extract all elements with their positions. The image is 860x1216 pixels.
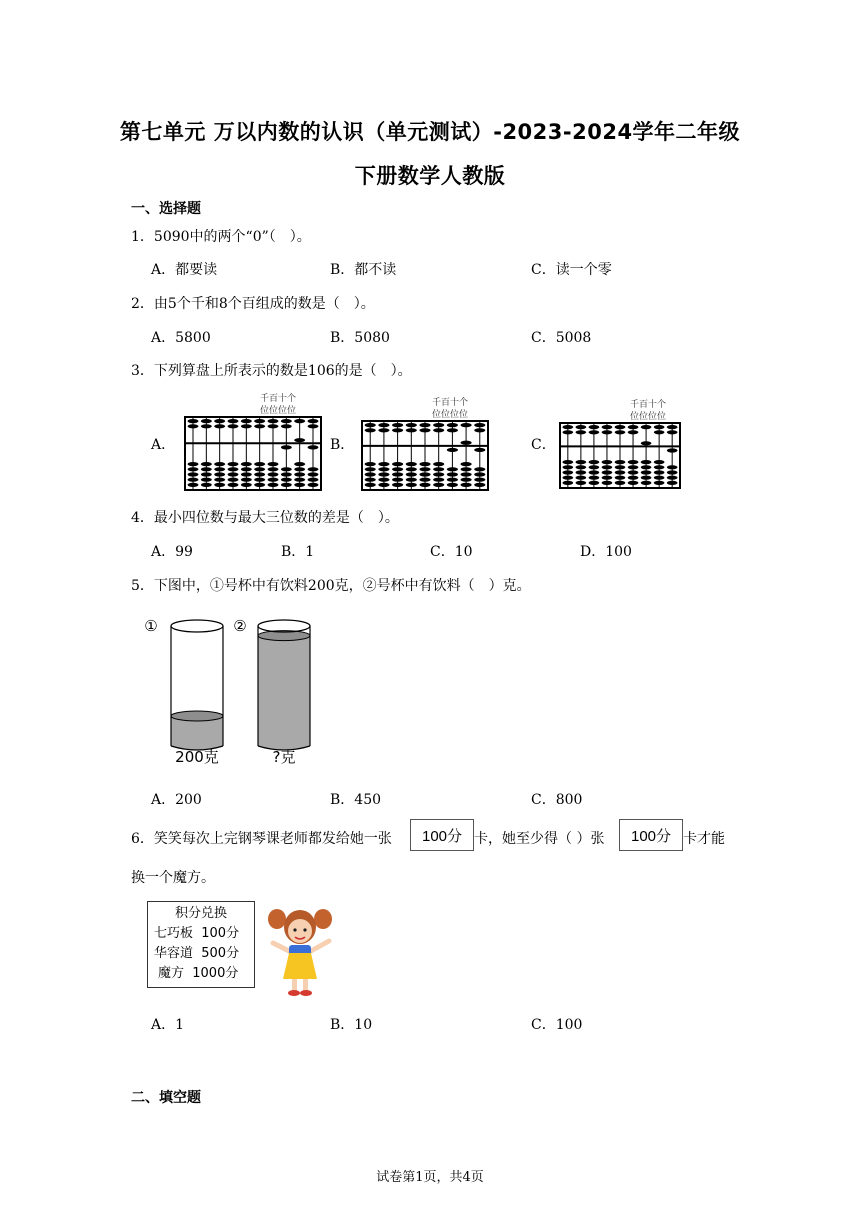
abacus-bead [214, 478, 225, 482]
abacus-bead [201, 419, 212, 423]
abacus-bead [447, 472, 458, 476]
abacus-bead [474, 472, 485, 476]
exchange-title: 积分兑换 [174, 906, 227, 921]
question-6-option-a[interactable]: A．1 [151, 1017, 185, 1033]
abacus-bead [294, 438, 305, 442]
abacus-bead [641, 465, 652, 469]
abacus-bead [294, 419, 305, 423]
abacus-bead [201, 467, 212, 471]
abacus-bead [602, 481, 613, 485]
abacus-bead [615, 465, 626, 469]
abacus-bead [447, 467, 458, 471]
abacus-bead [589, 470, 600, 474]
question-3-option-c[interactable]: C． [531, 437, 556, 453]
abacus-bead [188, 472, 199, 476]
question-3-option-b[interactable]: B． [330, 437, 355, 453]
abacus-bead [241, 462, 252, 466]
abacus-c [558, 398, 682, 494]
abacus-bead [419, 423, 430, 427]
abacus-bead [628, 425, 639, 429]
abacus-bead [214, 419, 225, 423]
abacus-bead [241, 472, 252, 476]
abacus-bead [474, 483, 485, 487]
abacus-bead [589, 481, 600, 485]
abacus-bead [562, 476, 573, 480]
question-4-option-b[interactable]: B．1 [281, 544, 315, 560]
abacus-bead [562, 430, 573, 434]
abacus-bead [474, 423, 485, 427]
abacus-bead [419, 483, 430, 487]
question-6-stem-part1: 6．笑笑每次上完钢琴课老师都发给她一张 [131, 831, 392, 847]
abacus-bead [460, 478, 471, 482]
abacus-bead [589, 460, 600, 464]
abacus-bead [188, 419, 199, 423]
abacus-bead [589, 425, 600, 429]
abacus-bead [294, 483, 305, 487]
abacus-bead [214, 462, 225, 466]
question-5-option-b[interactable]: B．450 [330, 792, 382, 808]
question-2-option-b[interactable]: B．5080 [330, 330, 390, 346]
cup-2-label: ② [233, 617, 247, 635]
abacus-b [360, 396, 490, 496]
question-4-option-a[interactable]: A．99 [151, 544, 193, 560]
abacus-bead [615, 425, 626, 429]
abacus-bead [254, 483, 265, 487]
abacus-bead [460, 483, 471, 487]
abacus-bead [628, 476, 639, 480]
abacus-bead [294, 478, 305, 482]
abacus-bead [378, 483, 389, 487]
abacus-bead [228, 472, 239, 476]
abacus-bead [268, 424, 279, 428]
abacus-a-header-bottom: 位位位位 [259, 406, 297, 416]
abacus-bead [392, 423, 403, 427]
abacus-bead [268, 478, 279, 482]
abacus-bead [447, 448, 458, 452]
abacus-bead [392, 472, 403, 476]
abacus-bead [241, 467, 252, 471]
abacus-bead [433, 467, 444, 471]
question-4-option-d[interactable]: D．100 [580, 544, 632, 560]
abacus-bead [201, 424, 212, 428]
abacus-bead [241, 478, 252, 482]
abacus-bead [308, 467, 319, 471]
abacus-bead [281, 424, 292, 428]
abacus-bead [628, 470, 639, 474]
abacus-bead [406, 428, 417, 432]
abacus-bead [460, 423, 471, 427]
exchange-row-magic-cube: 魔方 1000分 [158, 966, 239, 981]
abacus-bead [447, 478, 458, 482]
abacus-bead [460, 467, 471, 471]
abacus-bead [419, 428, 430, 432]
abacus-bead [654, 470, 665, 474]
abacus-bead [615, 481, 626, 485]
abacus-bead [188, 424, 199, 428]
abacus-bead [365, 478, 376, 482]
abacus-bead [628, 460, 639, 464]
abacus-bead [615, 460, 626, 464]
abacus-bead [562, 465, 573, 469]
abacus-bead [474, 428, 485, 432]
points-card-1: 100分 [410, 819, 474, 851]
abacus-bead [228, 462, 239, 466]
abacus-bead [433, 428, 444, 432]
abacus-bead [406, 467, 417, 471]
abacus-bead [188, 467, 199, 471]
abacus-bead [576, 425, 587, 429]
girl-illustration [265, 903, 337, 1003]
abacus-bead [447, 423, 458, 427]
abacus-bead [667, 425, 678, 429]
abacus-bead [214, 467, 225, 471]
abacus-bead [654, 425, 665, 429]
abacus-bead [365, 462, 376, 466]
question-5-stem: 5．下图中，①号杯中有饮料200克，②号杯中有饮料（ ）克。 [131, 578, 531, 594]
abacus-bead [241, 419, 252, 423]
abacus-bead [602, 470, 613, 474]
abacus-bead [281, 472, 292, 476]
question-2-option-c[interactable]: C．5008 [531, 330, 592, 346]
abacus-bead [308, 445, 319, 449]
abacus-bead [281, 467, 292, 471]
abacus-bead [281, 419, 292, 423]
abacus-bead [308, 478, 319, 482]
cup-1-caption: 200克 [175, 748, 219, 766]
abacus-bead [214, 483, 225, 487]
question-2-option-a[interactable]: A．5800 [151, 330, 211, 346]
abacus-bead [378, 428, 389, 432]
abacus-bead [294, 472, 305, 476]
abacus-bead [188, 478, 199, 482]
abacus-bead [268, 419, 279, 423]
abacus-bead [254, 424, 265, 428]
abacus-bead [268, 483, 279, 487]
abacus-bead [576, 481, 587, 485]
question-6-stem-part2: 卡，她至少得（ ）张 [474, 831, 605, 847]
abacus-bead [365, 472, 376, 476]
abacus-bead [562, 470, 573, 474]
abacus-bead [392, 467, 403, 471]
abacus-bead [602, 425, 613, 429]
abacus-bead [241, 483, 252, 487]
abacus-bead [562, 425, 573, 429]
abacus-bead [188, 483, 199, 487]
abacus-bead [576, 465, 587, 469]
abacus-bead [641, 481, 652, 485]
abacus-bead [406, 462, 417, 466]
abacus-bead [228, 483, 239, 487]
question-4-stem: 4．最小四位数与最大三位数的差是（ ）。 [131, 510, 399, 526]
cup-liquid-surface [171, 711, 223, 721]
abacus-bead [254, 472, 265, 476]
abacus-a [183, 392, 323, 496]
cup-rim [171, 620, 223, 632]
abacus-bead [254, 467, 265, 471]
abacus-bead [447, 483, 458, 487]
abacus-bead [433, 483, 444, 487]
abacus-bead [294, 467, 305, 471]
question-3-option-a[interactable]: A． [151, 437, 176, 453]
abacus-bead [474, 478, 485, 482]
abacus-bead [419, 462, 430, 466]
abacus-bead [228, 478, 239, 482]
abacus-bead [667, 476, 678, 480]
cups-figure [140, 612, 320, 776]
abacus-bead [281, 478, 292, 482]
page-title-line2: 下册数学人教版 [354, 164, 506, 188]
abacus-bead [562, 460, 573, 464]
question-6-stem-line2: 换一个魔方。 [131, 870, 215, 886]
abacus-bead [654, 460, 665, 464]
question-5-option-a[interactable]: A．200 [151, 792, 202, 808]
abacus-c-header-bottom: 位位位位 [629, 412, 667, 422]
abacus-bead [188, 462, 199, 466]
abacus-bead [589, 430, 600, 434]
abacus-bead [615, 476, 626, 480]
abacus-bead [589, 476, 600, 480]
abacus-bead [602, 465, 613, 469]
section-heading-fill-blank: 二、填空题 [131, 1090, 201, 1106]
question-5-option-c[interactable]: C．800 [531, 792, 583, 808]
cup-2 [258, 620, 310, 750]
abacus-bead [433, 423, 444, 427]
abacus-bead [433, 478, 444, 482]
abacus-bead [228, 419, 239, 423]
question-1-option-b[interactable]: B．都不读 [330, 262, 397, 278]
abacus-bead [433, 472, 444, 476]
abacus-bead [615, 470, 626, 474]
abacus-bead [406, 483, 417, 487]
abacus-bead [214, 424, 225, 428]
abacus-bead [602, 430, 613, 434]
abacus-bead [392, 483, 403, 487]
cup-2-caption: ?克 [272, 748, 296, 766]
abacus-bead [308, 424, 319, 428]
abacus-bead [602, 460, 613, 464]
points-exchange-board [147, 901, 255, 988]
abacus-bead [641, 460, 652, 464]
abacus-bead [378, 462, 389, 466]
abacus-bead [474, 467, 485, 471]
abacus-bead [378, 472, 389, 476]
abacus-bead [654, 430, 665, 434]
page-footer: 试卷第1页，共4页 [376, 1170, 484, 1185]
abacus-bead [201, 462, 212, 466]
points-card-2: 100分 [619, 819, 683, 851]
question-1-stem: 1．5090中的两个“0”（ ）。 [131, 229, 311, 245]
abacus-bead [406, 472, 417, 476]
abacus-bead [654, 476, 665, 480]
abacus-bead [308, 472, 319, 476]
abacus-bead [460, 462, 471, 466]
exchange-row-tangram: 七巧板 100分 [154, 926, 240, 941]
abacus-bead [641, 425, 652, 429]
abacus-bead [365, 467, 376, 471]
page-title-line1: 第七单元 万以内数的认识（单元测试）-2023-2024学年二年级 [119, 120, 741, 144]
abacus-bead [378, 423, 389, 427]
abacus-bead [268, 472, 279, 476]
cup-1 [171, 620, 223, 750]
abacus-bead [419, 472, 430, 476]
abacus-bead [628, 465, 639, 469]
abacus-bead [562, 481, 573, 485]
abacus-bead [201, 472, 212, 476]
abacus-bead [254, 419, 265, 423]
abacus-bead [460, 472, 471, 476]
question-3-stem: 3．下列算盘上所表示的数是106的是（ ）。 [131, 363, 412, 379]
abacus-bead [365, 483, 376, 487]
abacus-bead [589, 465, 600, 469]
question-6-option-c[interactable]: C．100 [531, 1017, 583, 1033]
abacus-bead [667, 465, 678, 469]
abacus-bead [641, 476, 652, 480]
abacus-bead [308, 483, 319, 487]
abacus-bead [281, 445, 292, 449]
question-1-option-c[interactable]: C．读一个零 [531, 262, 612, 278]
abacus-bead [201, 478, 212, 482]
abacus-bead [294, 462, 305, 466]
abacus-bead [419, 467, 430, 471]
abacus-bead [615, 430, 626, 434]
abacus-bead [214, 472, 225, 476]
abacus-bead [576, 476, 587, 480]
abacus-bead [667, 430, 678, 434]
question-6-option-b[interactable]: B．10 [330, 1017, 373, 1033]
abacus-bead [254, 478, 265, 482]
abacus-bead [281, 483, 292, 487]
abacus-bead [406, 423, 417, 427]
abacus-bead [654, 465, 665, 469]
abacus-bead [419, 478, 430, 482]
abacus-bead [378, 478, 389, 482]
abacus-bead [460, 441, 471, 445]
abacus-bead [228, 424, 239, 428]
abacus-bead [365, 423, 376, 427]
abacus-bead [378, 467, 389, 471]
abacus-bead [365, 428, 376, 432]
abacus-c-header-top: 千百十个 [629, 400, 667, 410]
abacus-b-header-top: 千百十个 [431, 398, 469, 408]
abacus-bead [392, 478, 403, 482]
section-heading-choice: 一、选择题 [131, 201, 201, 217]
question-6-stem-part3: 卡才能 [683, 831, 725, 847]
abacus-bead [308, 419, 319, 423]
abacus-bead [667, 448, 678, 452]
abacus-bead [641, 470, 652, 474]
abacus-bead [268, 462, 279, 466]
abacus-bead [667, 470, 678, 474]
question-1-option-a[interactable]: A．都要读 [151, 262, 218, 278]
abacus-a-header-top: 千百十个 [259, 394, 297, 404]
abacus-bead [447, 428, 458, 432]
abacus-bead [576, 470, 587, 474]
abacus-bead [628, 481, 639, 485]
abacus-bead [392, 462, 403, 466]
abacus-bead [241, 424, 252, 428]
abacus-bead [392, 428, 403, 432]
abacus-bead [254, 462, 265, 466]
question-2-stem: 2．由5个千和8个百组成的数是（ ）。 [131, 296, 375, 312]
question-4-option-c[interactable]: C．10 [430, 544, 473, 560]
abacus-bead [576, 460, 587, 464]
abacus-bead [641, 441, 652, 445]
abacus-bead [602, 476, 613, 480]
abacus-bead [201, 483, 212, 487]
abacus-bead [654, 481, 665, 485]
cup-1-label: ① [144, 617, 158, 635]
abacus-bead [628, 430, 639, 434]
abacus-bead [667, 481, 678, 485]
abacus-bead [268, 467, 279, 471]
cup-liquid [258, 636, 310, 750]
abacus-bead [406, 478, 417, 482]
abacus-bead [576, 430, 587, 434]
exchange-row-huarongdao: 华容道 500分 [154, 946, 240, 961]
abacus-bead [474, 448, 485, 452]
abacus-bead [433, 462, 444, 466]
abacus-bead [228, 467, 239, 471]
abacus-b-header-bottom: 位位位位 [431, 410, 469, 420]
